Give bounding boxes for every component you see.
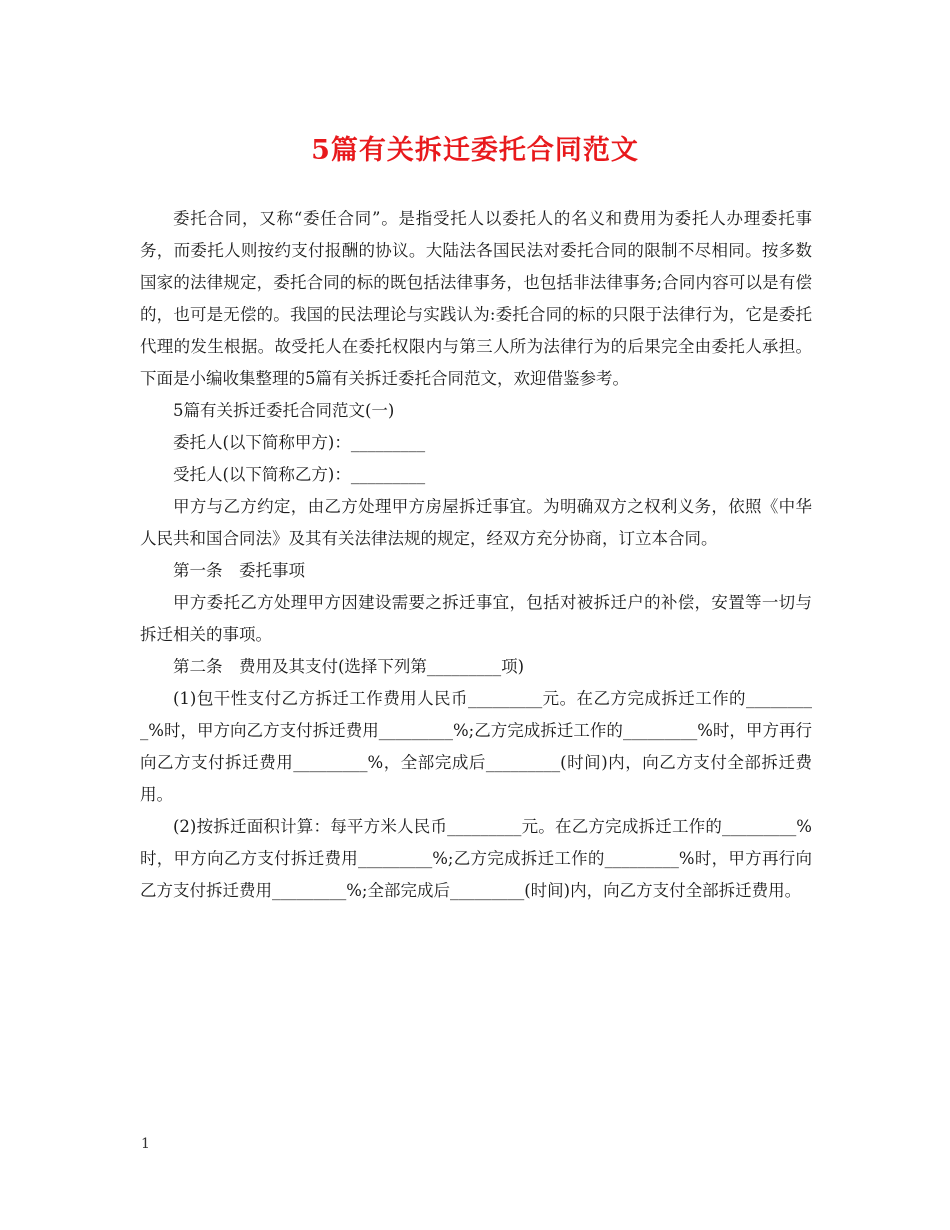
- payment-option-one: (1)包干性支付乙方拆迁工作费用人民币_________元。在乙方完成拆迁工作的_________%时，甲方向乙方支付拆迁费用_________%;乙方完成拆迁工作的_________%时，甲方再行向乙方支付拆迁费用_________%，全部完成后_________(时间)内，向乙方支付全部拆迁费用。: [140, 689, 812, 804]
- article-one-heading: 第一条 委托事项: [173, 561, 305, 580]
- section-heading: 5篇有关拆迁委托合同范文(一): [173, 401, 395, 420]
- intro-paragraph: 委托合同，又称“委任合同”。是指受托人以委托人的名义和费用为委托人办理委托事务，而委托人则按约支付报酬的协议。大陆法各国民法对委托合同的限制不尽相同。按多数国家的法律规定，委托合同的标的既包括法律事务，也包括非法律事务;合同内容可以是有偿的，也可是无偿的。我国的民法理论与实践认为:委托合同的标的只限于法律行为，它是委托代理的发生根据。故受托人在委托权限内与第三人所为法律行为的后果完全由委托人承担。下面是小编收集整理的5篇有关拆迁委托合同范文，欢迎借鉴参考。: [140, 209, 812, 388]
- payment-option-two: (2)按拆迁面积计算：每平方米人民币_________元。在乙方完成拆迁工作的_________%时，甲方向乙方支付拆迁费用_________%;乙方完成拆迁工作的_________%时，甲方再行向乙方支付拆迁费用_________%;全部完成后_________(时间)内，向乙方支付全部拆迁费用。: [140, 817, 812, 900]
- agreement-paragraph: 甲方与乙方约定，由乙方处理甲方房屋拆迁事宜。为明确双方之权利义务，依照《中华人民共和国合同法》及其有关法律法规的规定，经双方充分协商，订立本合同。: [140, 497, 812, 548]
- article-two-heading: 第二条 费用及其支付(选择下列第_________项): [173, 657, 525, 676]
- document-title: 5篇有关拆迁委托合同范文: [311, 135, 639, 166]
- agent-line: 受托人(以下简称乙方)：_________: [173, 465, 426, 484]
- document-body: [140, 203, 812, 907]
- principal-line: 委托人(以下简称甲方)：_________: [173, 433, 426, 452]
- article-one-body: 甲方委托乙方处理甲方因建设需要之拆迁事宜，包括对被拆迁户的补偿，安置等一切与拆迁相关的事项。: [140, 593, 812, 644]
- page-number: 1: [141, 1136, 150, 1152]
